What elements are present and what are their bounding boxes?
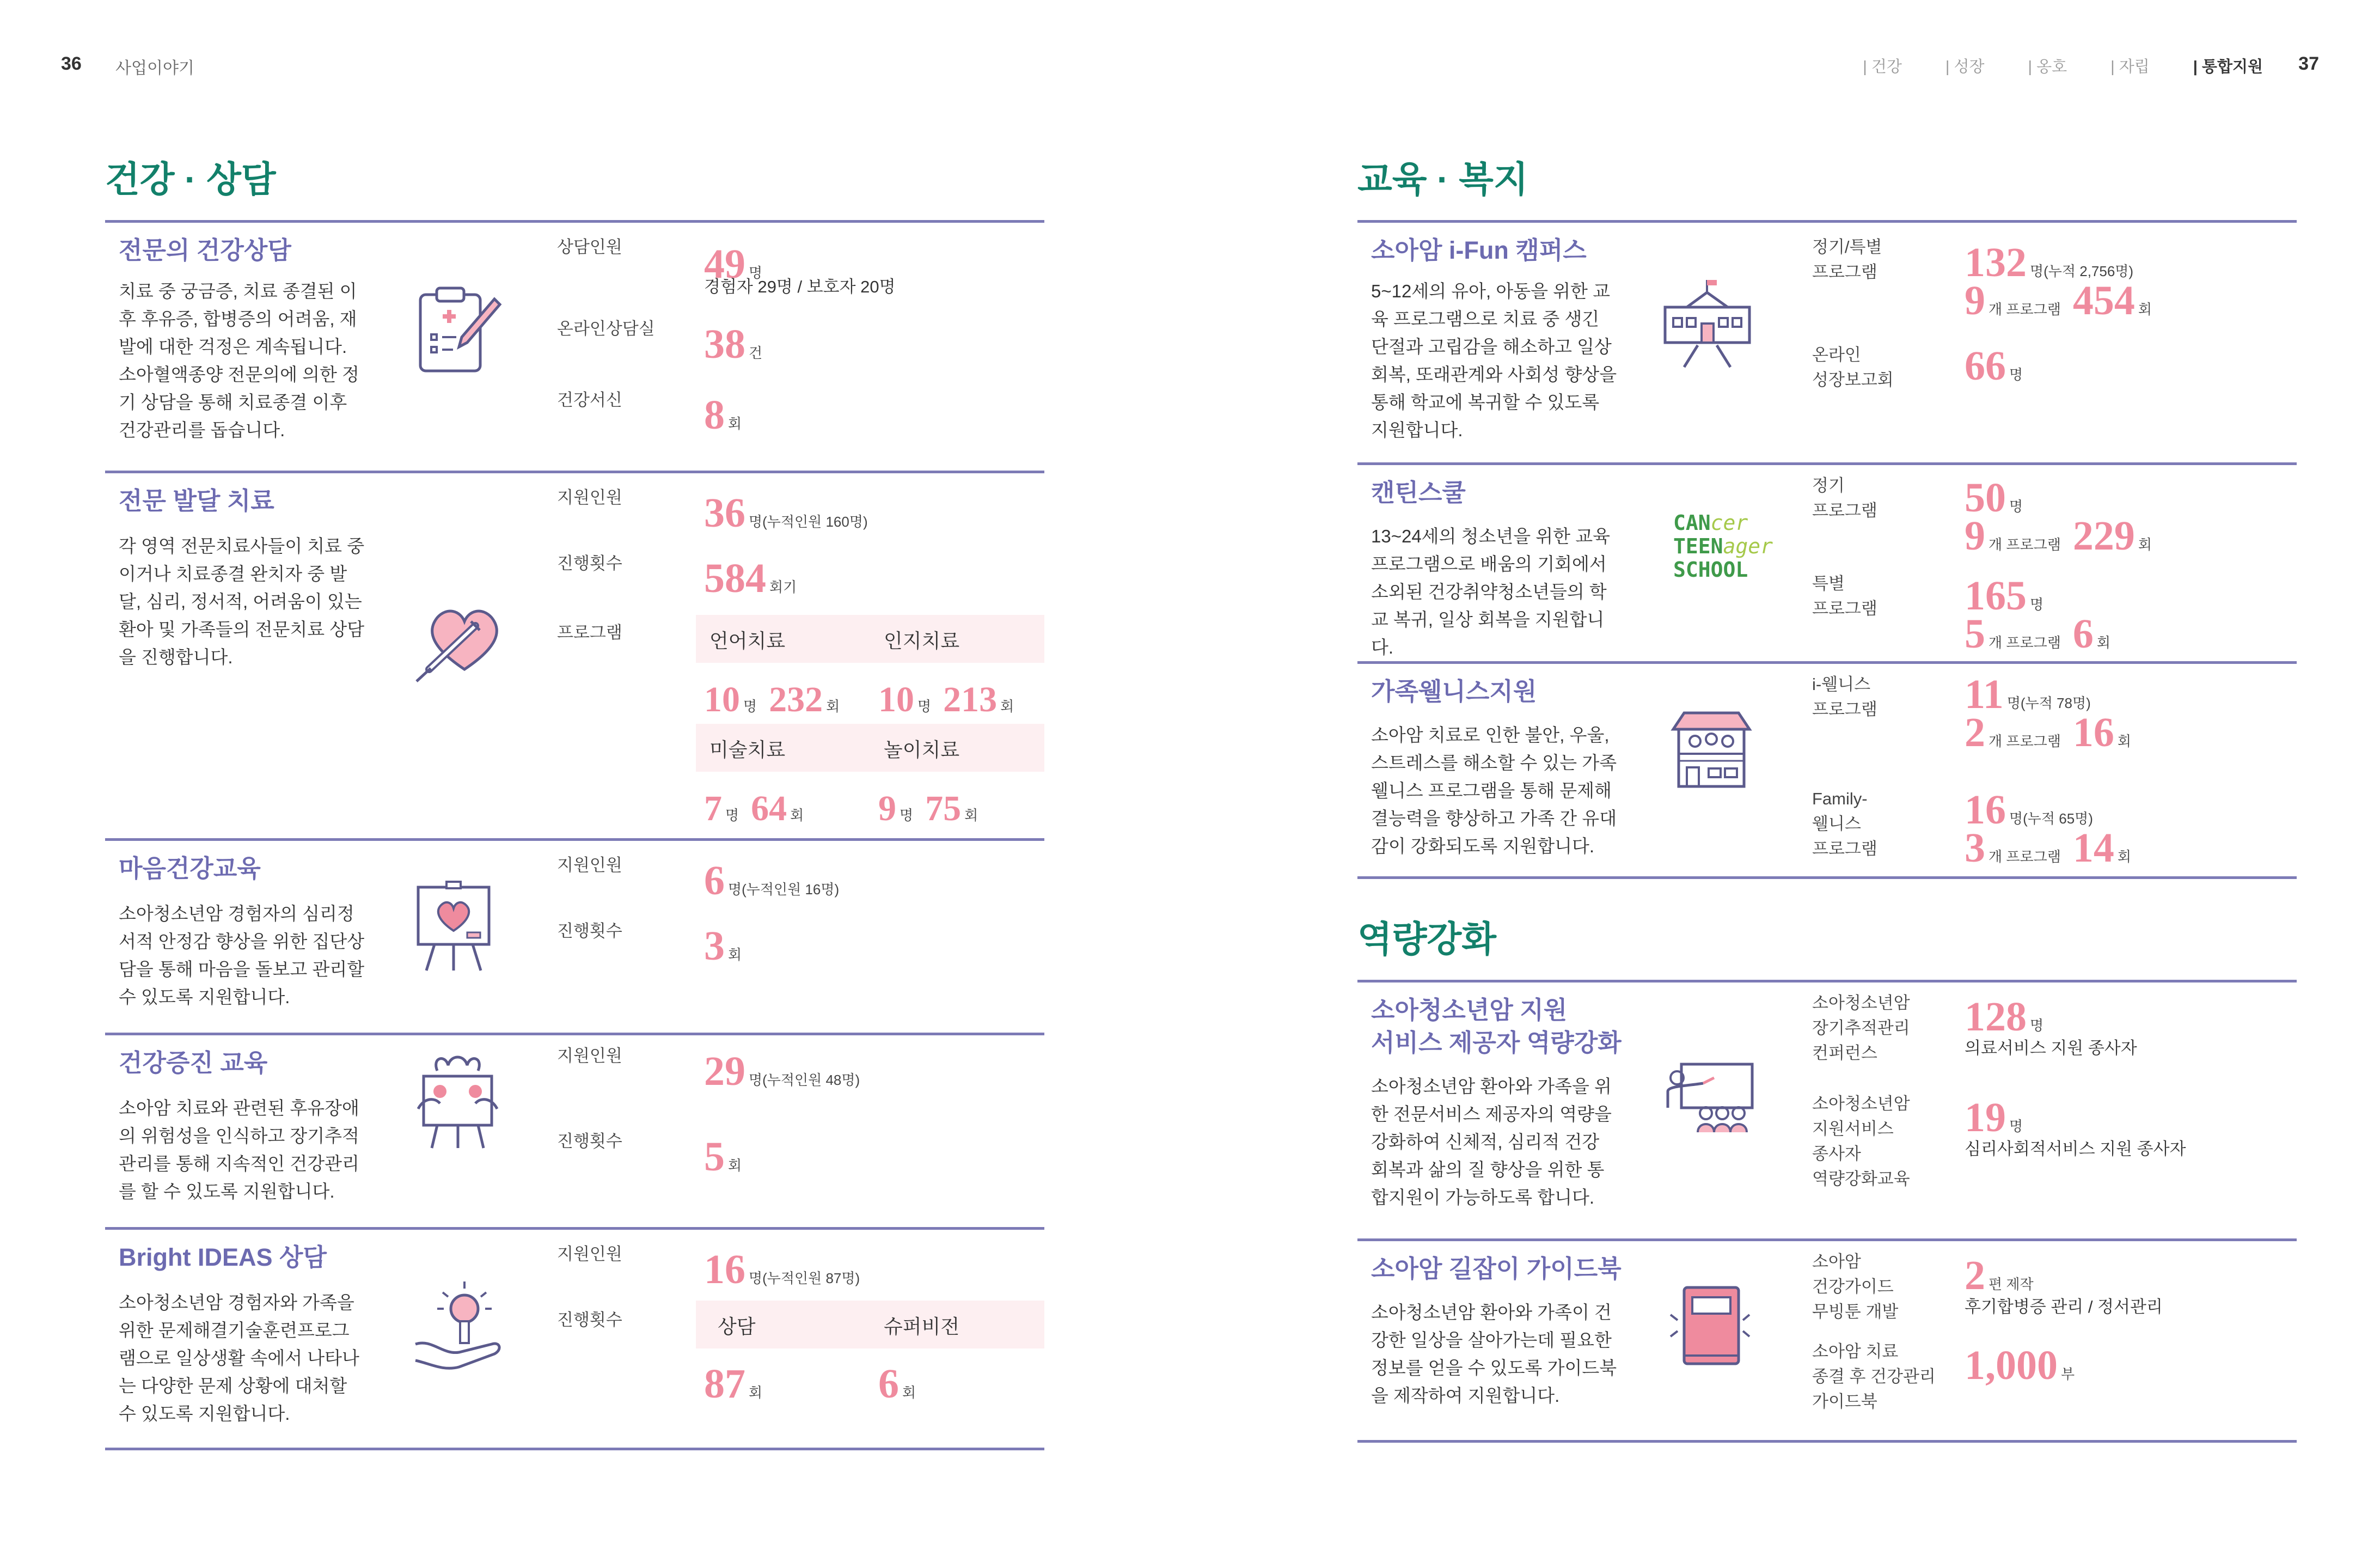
item-family-wellness: 가족웰니스지원 소아암 치료로 인한 불안, 우울, 스트레스를 해소할 수 있는 가족웰니스 프로그램을 통해 문제해결능력을 향상하고 가족 간 유대감이 강화되도록 지원합니다. i-웰니스 프로그램 11 명(누적 78명) 2 개 프로그램 16 회 Family- 웰니스 프로그램 16 명(누적 65명) 3 개 프로그램 14 회 bbox=[1357, 664, 2297, 879]
value-ideas-consult: 87 bbox=[704, 1361, 745, 1407]
item-desc: 소아청소년암 경험자의 심리정서적 안정감 향상을 위한 집단상담을 통해 마음을 돌보고 관리할 수 있도록 지원합니다. bbox=[119, 904, 365, 1007]
left-page-number: 36 bbox=[61, 53, 82, 74]
label-online-report: 온라인 성장보고회 bbox=[1812, 345, 1894, 389]
clipboard-icon bbox=[413, 283, 503, 375]
item-title: 전문 발달 치료 bbox=[119, 487, 274, 515]
program-header-row-1 bbox=[696, 615, 1044, 663]
label-online-consult: 온라인상담실 bbox=[557, 319, 655, 338]
note-conference: 의료서비스 지원 종사자 bbox=[1965, 1039, 2137, 1058]
value-conference-people: 128 bbox=[1965, 994, 2027, 1040]
value-promo-sessions: 5 bbox=[704, 1134, 725, 1180]
section-nav bbox=[1819, 54, 2263, 77]
label-ideas-sessions: 진행횟수 bbox=[557, 1310, 622, 1329]
item-desc: 소아청소년암 환아와 가족이 건강한 일상을 살아가는데 필요한 정보를 얻을 수 있도록 가이드북을 제작하여 지원합니다. bbox=[1371, 1302, 1617, 1406]
value-cognitive-people: 10 bbox=[878, 680, 914, 719]
item-desc: 소아암 치료와 관련된 후유장애의 위험성을 인식하고 장기추적 관리를 통해 지속적인 건강관리를 할 수 있도록 지원합니다. bbox=[119, 1098, 359, 1201]
value-ifun-sessions: 454 bbox=[2072, 278, 2135, 324]
note-movingtoon: 후기합병증 관리 / 정서관리 bbox=[1965, 1297, 2163, 1316]
house-family-icon bbox=[1671, 707, 1752, 792]
label-iwellness: i-웰니스 프로그램 bbox=[1812, 675, 1877, 719]
value-consult-count: 49 bbox=[704, 241, 745, 287]
value-mind-sessions: 3 bbox=[704, 923, 725, 969]
value-provider-edu-people: 19 bbox=[1965, 1095, 2006, 1140]
value-ifun-programs: 9 bbox=[1965, 278, 1985, 324]
item-title: 소아암 i-Fun 캠퍼스 bbox=[1371, 236, 1587, 264]
item-bright-ideas: Bright IDEAS 상담 소아청소년암 경험자와 가족을 위한 문제해결기술훈련프로그램으로 일상생활 속에서 나타나는 다양한 문제 상황에 대처할 수 있도록 지원합니다. 지원인원 16 명(누적인원 87명) 진행횟수 상담 슈퍼비전 87 회 6 회 bbox=[105, 1230, 1044, 1450]
item-desc: 소아암 치료로 인한 불안, 우울, 스트레스를 해소할 수 있는 가족웰니스 프로그램을 통해 문제해결능력을 향상하고 가족 간 유대감이 강화되도록 지원합니다. bbox=[1371, 725, 1617, 856]
school-icon bbox=[1660, 277, 1755, 370]
lecture-icon bbox=[1665, 1059, 1755, 1135]
label-guidebook: 소아암 치료 종결 후 건강관리 가이드북 bbox=[1812, 1342, 1936, 1411]
value-online-consult: 38 bbox=[704, 321, 745, 367]
nav-independence[interactable]: | 자립 bbox=[2110, 58, 2150, 76]
program-art: 미술치료 bbox=[709, 739, 786, 761]
item-mind-health: 마음건강교육 소아청소년암 경험자의 심리정서적 안정감 향상을 위한 집단상담을 통해 마음을 돌보고 관리할 수 있도록 지원합니다. 지원인원 6 명(누적인원 16명) 진행횟수 3 회 bbox=[105, 841, 1044, 1035]
right-column bbox=[1357, 154, 2297, 1443]
right-page-number: 37 bbox=[2298, 53, 2319, 74]
item-canteen-school: 캔틴스쿨 13~24세의 청소년을 위한 교육 프로그램으로 배움의 기회에서 소외된 건강취약청소년들의 학교 복귀, 일상 회복을 지원합니다. CANcer TEENager SCHOOL 정기 프로그램 50 명 9 개 프로그램 229 회 특별 프로그램 165 명 5 개 프로그램 6 회 bbox=[1357, 465, 2297, 664]
label-promo-sessions: 진행횟수 bbox=[557, 1132, 622, 1151]
label-canteen-special: 특별 프로그램 bbox=[1812, 574, 1877, 618]
label-canteen-regular: 정기 프로그램 bbox=[1812, 476, 1877, 520]
label-ifun-program: 정기/특별 프로그램 bbox=[1812, 237, 1882, 282]
nav-growth[interactable]: | 성장 bbox=[1945, 58, 1985, 76]
value-iwellness-programs: 2 bbox=[1965, 710, 1985, 755]
item-title-line2: 서비스 제공자 역량강화 bbox=[1371, 1029, 1622, 1057]
left-running-title: 사업이야기 bbox=[115, 59, 194, 77]
item-ifun-campus: 소아암 i-Fun 캠퍼스 5~12세의 유아, 아동을 위한 교육 프로그램으로 치료 중 생긴 단절과 고립감을 해소하고 일상 회복, 또래관계와 사회성 향상을 통해 학교에 복귀할 수 있도록 지원합니다. 정기/특별 프로그램 132 명(누적 2,756명) 9 개 프로그램 454 회 온라인 성장보고회 66 명 bbox=[1357, 223, 2297, 465]
value-iwellness-sessions: 16 bbox=[2072, 710, 2114, 755]
value-canteen-special-sessions: 6 bbox=[2072, 611, 2094, 657]
note-consult-breakdown: 경험자 29명 / 보호자 20명 bbox=[704, 277, 896, 296]
label-program: 프로그램 bbox=[557, 623, 622, 642]
item-health-promo: 건강증진 교육 소아암 치료와 관련된 후유장애의 위험성을 인식하고 장기추적 관리를 통해 지속적인 건강관리를 할 수 있도록 지원합니다. 지원인원 29 명(누적인원 48명) 진행횟수 5 회 bbox=[105, 1035, 1044, 1230]
value-canteen-special-people: 165 bbox=[1965, 573, 2027, 619]
book-icon bbox=[1662, 1282, 1758, 1375]
value-guidebook: 1,000 bbox=[1965, 1342, 2058, 1388]
label-consult-count: 상담인원 bbox=[557, 237, 622, 257]
easel-heart-icon bbox=[413, 879, 494, 974]
item-title: 마음건강교육 bbox=[119, 855, 261, 882]
value-ifun-people: 132 bbox=[1965, 240, 2027, 285]
value-health-letter: 8 bbox=[704, 392, 725, 438]
program-cognitive: 인지치료 bbox=[884, 630, 960, 652]
value-mind-people: 6 bbox=[704, 858, 725, 904]
value-family-wellness-programs: 3 bbox=[1965, 825, 1985, 871]
value-canteen-regular-programs: 9 bbox=[1965, 513, 1985, 559]
ideas-consult: 상담 bbox=[718, 1315, 756, 1338]
value-movingtoon: 2 bbox=[1965, 1253, 1985, 1298]
ideas-header-row bbox=[696, 1301, 1044, 1348]
program-play: 놀이치료 bbox=[884, 739, 960, 761]
item-desc: 13~24세의 청소년을 위한 교육 프로그램으로 배움의 기회에서 소외된 건강취약청소년들의 학교 복귀, 일상 회복을 지원합니다. bbox=[1371, 526, 1610, 657]
label-mind-sessions: 진행횟수 bbox=[557, 921, 622, 941]
item-title: 건강증진 교육 bbox=[119, 1049, 268, 1077]
nav-advocacy[interactable]: | 옹호 bbox=[2028, 58, 2067, 76]
item-title-line1: 소아청소년암 지원 bbox=[1371, 996, 1568, 1024]
item-title: Bright IDEAS 상담 bbox=[119, 1243, 327, 1271]
value-speech-sessions: 232 bbox=[769, 680, 823, 719]
value-iwellness-people: 11 bbox=[1965, 672, 2004, 717]
item-desc: 각 영역 전문치료사들이 치료 중이거나 치료종결 완치자 중 발달, 심리, 정서적, 어려움이 있는 환아 및 가족들의 전문치료 상담을 진행합니다. bbox=[119, 536, 365, 667]
label-family-wellness: Family- 웰니스 프로그램 bbox=[1812, 789, 1877, 858]
section-title-capacity: 역량강화 bbox=[1357, 919, 1497, 959]
item-desc: 치료 중 궁금증, 치료 종결된 이후 후유증, 합병증의 어려움, 재발에 대한 걱정은 계속됩니다. 소아혈액종양 전문의에 의한 정기 상담을 통해 치료종결 이후 건강관리를 돕습니다. bbox=[119, 281, 359, 440]
program-header-row-2 bbox=[696, 724, 1044, 772]
value-speech-people: 10 bbox=[704, 680, 740, 719]
label-therapy-sessions: 진행횟수 bbox=[557, 554, 622, 573]
item-title: 가족웰니스지원 bbox=[1371, 678, 1537, 705]
hand-lightbulb-icon bbox=[410, 1279, 505, 1371]
value-play-sessions: 75 bbox=[925, 789, 962, 828]
item-provider-capacity: 소아청소년암 지원 서비스 제공자 역량강화 소아청소년암 환아와 가족을 위한 전문서비스 제공자의 역량을 강화하여 신체적, 심리적 건강 회복과 삶의 질 향상을 위한 통합지원이 가능하도록 합니다. 소아청소년암 장기추적관리 컨퍼런스 128 명 의료서비스 지원 종사자 소아청소년암 지원서비스 종사자 역량강화교육 19 명 심리사회적서비스 지원 종사자 bbox=[1357, 982, 2297, 1241]
item-expert-consult: 전문의 건강상담 치료 중 궁금증, 치료 종결된 이후 후유증, 합병증의 어려움, 재발에 대한 걱정은 계속됩니다. 소아혈액종양 전문의에 의한 정기 상담을 통해 치료종결 이후 건강관리를 돕습니다. 상담인원 49 명 경험자 29명 / 보호자 20명 온라인상담실 38 건 건강서신 8 회 bbox=[105, 223, 1044, 473]
heart-syringe-icon bbox=[410, 588, 508, 686]
program-speech: 언어치료 bbox=[709, 630, 786, 652]
value-canteen-special-programs: 5 bbox=[1965, 611, 1985, 657]
value-therapy-sessions: 584 bbox=[704, 556, 766, 601]
value-cognitive-sessions: 213 bbox=[943, 680, 998, 719]
label-movingtoon: 소아암 건강가이드 무빙툰 개발 bbox=[1812, 1252, 1899, 1321]
value-promo-people: 29 bbox=[704, 1048, 745, 1094]
value-family-wellness-people: 16 bbox=[1965, 787, 2006, 833]
item-desc: 5~12세의 유아, 아동을 위한 교육 프로그램으로 치료 중 생긴 단절과 고립감을 해소하고 일상 회복, 또래관계와 사회성 향상을 통해 학교에 복귀할 수 있도록 지원합니다. bbox=[1371, 281, 1617, 440]
value-art-sessions: 64 bbox=[751, 789, 787, 828]
value-family-wellness-sessions: 14 bbox=[2072, 825, 2114, 871]
nav-health[interactable]: | 건강 bbox=[1863, 58, 1902, 76]
canteen-school-logo: CANcer TEENager SCHOOL bbox=[1673, 511, 1773, 582]
label-provider-edu: 소아청소년암 지원서비스 종사자 역량강화교육 bbox=[1812, 1094, 1910, 1188]
item-desc: 소아청소년암 환아와 가족을 위한 전문서비스 제공자의 역량을 강화하여 신체적, 심리적 건강 회복과 삶의 질 향상을 위한 통합지원이 가능하도록 합니다. bbox=[1371, 1076, 1612, 1207]
item-desc: 소아청소년암 경험자와 가족을 위한 문제해결기술훈련프로그램으로 일상생활 속에서 나타나는 다양한 문제 상황에 대처할 수 있도록 지원합니다. bbox=[119, 1292, 359, 1424]
left-column bbox=[105, 154, 1044, 1450]
label-promo-people: 지원인원 bbox=[557, 1046, 622, 1065]
value-canteen-regular-sessions: 229 bbox=[2072, 513, 2135, 559]
value-canteen-regular-people: 50 bbox=[1965, 475, 2006, 521]
value-therapy-people: 36 bbox=[704, 490, 745, 536]
board-people-icon bbox=[410, 1054, 505, 1152]
item-dev-therapy: 전문 발달 치료 각 영역 전문치료사들이 치료 중이거나 치료종결 완치자 중 발달, 심리, 정서적, 어려움이 있는 환아 및 가족들의 전문치료 상담을 진행합니다. 지원인원 36 명(누적인원 160명) 진행횟수 584 회기 프로그램 언어치료 인지치료 10 명 232 회 10 명 213 회 미술치료 놀이치료 7 명 64 회 9 명 75 회 bbox=[105, 473, 1044, 841]
value-play-people: 9 bbox=[878, 789, 896, 828]
label-ideas-people: 지원인원 bbox=[557, 1244, 622, 1264]
value-ideas-supervision: 6 bbox=[878, 1361, 899, 1407]
value-online-report: 66 bbox=[1965, 343, 2006, 389]
section-title-education: 교육 · 복지 bbox=[1357, 159, 1528, 199]
label-mind-people: 지원인원 bbox=[557, 856, 622, 875]
item-title: 캔틴스쿨 bbox=[1371, 479, 1466, 506]
section-title-health: 건강 · 상담 bbox=[105, 159, 276, 199]
item-title: 소아암 길잡이 가이드북 bbox=[1371, 1255, 1622, 1283]
label-conference: 소아청소년암 장기추적관리 컨퍼런스 bbox=[1812, 993, 1910, 1063]
item-guidebook: 소아암 길잡이 가이드북 소아청소년암 환아와 가족이 건강한 일상을 살아가는데 필요한 정보를 얻을 수 있도록 가이드북을 제작하여 지원합니다. 소아암 건강가이드 무빙툰 개발 2 편 제작 후기합병증 관리 / 정서관리 소아암 치료 종결 후 건강관리 가이드북 1,000 부 bbox=[1357, 1241, 2297, 1443]
label-therapy-people: 지원인원 bbox=[557, 488, 622, 507]
ideas-supervision: 슈퍼비전 bbox=[884, 1315, 960, 1338]
nav-integrated[interactable]: | 통합지원 bbox=[2193, 58, 2263, 76]
note-provider-edu: 심리사회적서비스 지원 종사자 bbox=[1965, 1139, 2186, 1158]
value-ideas-people: 16 bbox=[704, 1247, 745, 1292]
label-health-letter: 건강서신 bbox=[557, 390, 622, 410]
value-art-people: 7 bbox=[704, 789, 722, 828]
item-title: 전문의 건강상담 bbox=[119, 236, 291, 264]
